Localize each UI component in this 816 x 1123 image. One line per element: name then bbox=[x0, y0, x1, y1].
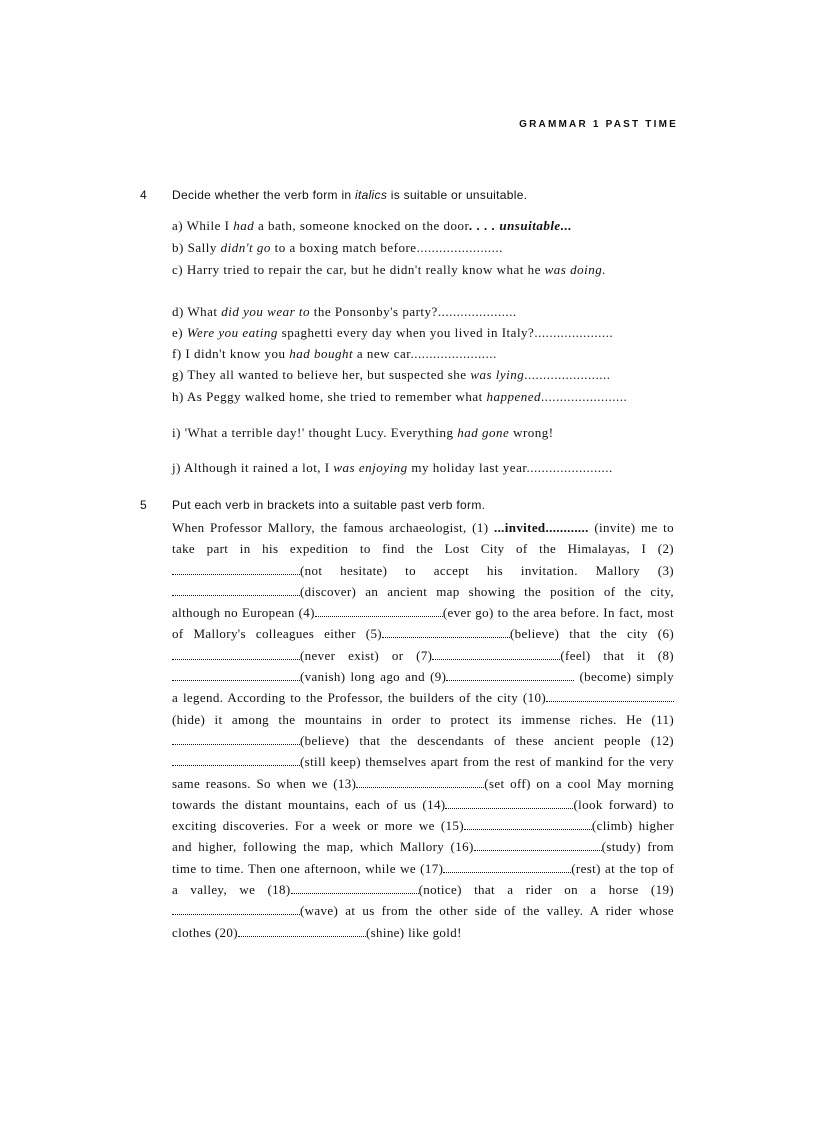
item-verb: had bbox=[233, 218, 255, 233]
item-text: While I bbox=[186, 218, 234, 233]
answer-gap[interactable] bbox=[172, 647, 300, 660]
item-text: I didn't know you bbox=[185, 346, 290, 361]
answer-gap[interactable] bbox=[172, 902, 300, 915]
exercise-item bbox=[172, 389, 692, 405]
passage-text: (notice) that a rider on a horse (19) bbox=[418, 882, 674, 898]
item-text: spaghetti every day when you lived in Italy? bbox=[277, 325, 535, 340]
item-text: They all wanted to believe her, but suspected she bbox=[187, 367, 471, 382]
example-answer: ...invited............ bbox=[493, 520, 589, 535]
page-header: GRAMMAR 1 PAST TIME bbox=[519, 119, 678, 130]
answer-blank[interactable]: ....................... bbox=[410, 346, 497, 361]
passage-text: (wave) at us from the other side of the valley. A rider whose clothes (20) bbox=[172, 903, 674, 940]
item-label: f) bbox=[172, 346, 182, 361]
answer-gap[interactable] bbox=[464, 817, 592, 830]
answer-blank[interactable]: . . . . unsuitable... bbox=[469, 218, 572, 233]
passage-text: (believe) that the city (6) bbox=[509, 626, 674, 642]
passage-text: (set off) on a cool May morning towards the distant mountains, each of us (14) bbox=[172, 775, 674, 812]
answer-gap[interactable] bbox=[443, 860, 571, 873]
exercise-5-number: 5 bbox=[140, 498, 147, 512]
passage-text: (climb) higher and higher, following the map, which Mallory (16) bbox=[172, 818, 674, 855]
item-label: b) bbox=[172, 240, 184, 255]
passage-text: (ever go) to the area before. In fact, most of Mallory's colleagues either (5) bbox=[172, 605, 674, 642]
answer-blank[interactable]: ....................... bbox=[526, 460, 613, 475]
item-text: a new car bbox=[353, 346, 411, 361]
item-text: As Peggy walked home, she tried to remember what bbox=[186, 389, 487, 404]
exercise-item bbox=[172, 346, 692, 362]
passage-text: (rest) at the top of a valley, we (18) bbox=[172, 860, 674, 898]
answer-gap[interactable] bbox=[315, 604, 443, 617]
exercise-5-passage bbox=[172, 517, 674, 943]
item-verb: didn't go bbox=[220, 240, 271, 255]
item-text: What bbox=[187, 304, 222, 319]
item-label: j) bbox=[172, 460, 181, 475]
exercise-item bbox=[172, 325, 692, 341]
exercise-item bbox=[172, 304, 692, 320]
instruction-text: is suitable or unsuitable. bbox=[387, 188, 528, 202]
exercise-item bbox=[172, 367, 692, 383]
exercise-item bbox=[172, 425, 692, 441]
answer-blank[interactable]: ..................... bbox=[437, 304, 517, 319]
item-label: a) bbox=[172, 218, 184, 233]
answer-blank[interactable]: ....................... bbox=[541, 389, 628, 404]
item-label: g) bbox=[172, 367, 184, 382]
item-text: wrong! bbox=[509, 425, 554, 440]
item-text: the Ponsonby's party? bbox=[310, 304, 438, 319]
item-verb: happened bbox=[486, 389, 542, 404]
passage-text: (discover) an ancient map showing the position of the city, although no European (4) bbox=[172, 583, 674, 621]
passage-text: (feel) that it (8) bbox=[560, 647, 674, 663]
exercise-item bbox=[172, 218, 692, 234]
item-verb: had gone bbox=[457, 425, 510, 440]
answer-blank[interactable]: ..................... bbox=[534, 325, 614, 340]
item-text: a bath, someone knocked on the door bbox=[254, 218, 470, 233]
item-label: i) bbox=[172, 425, 181, 440]
passage-text: (believe) that the descendants of these ancient people (12) bbox=[300, 732, 674, 748]
answer-gap[interactable] bbox=[432, 647, 560, 660]
passage-text: (not hesitate) to accept his invitation. Mallory (3) bbox=[300, 562, 674, 578]
item-verb: did you wear to bbox=[221, 304, 311, 319]
item-verb: was enjoying bbox=[333, 460, 408, 475]
answer-gap[interactable] bbox=[474, 838, 602, 851]
passage-text: (still keep) themselves apart from the rest of mankind for the very same reasons. So when we (13) bbox=[172, 754, 674, 791]
answer-gap[interactable] bbox=[356, 775, 484, 788]
passage-text: (never exist) or (7) bbox=[300, 647, 433, 663]
passage-text: (invite) me to take part in his expedition to find the Lost City of the Himalayas, I (2) bbox=[172, 520, 674, 557]
answer-gap[interactable] bbox=[172, 562, 300, 575]
answer-gap[interactable] bbox=[172, 753, 300, 766]
item-text: Sally bbox=[187, 240, 221, 255]
exercise-item bbox=[172, 240, 692, 256]
item-verb: was doing. bbox=[544, 262, 606, 277]
answer-gap[interactable] bbox=[238, 924, 366, 937]
item-text: my holiday last year bbox=[407, 460, 527, 475]
item-text: to a boxing match before bbox=[270, 240, 417, 255]
answer-gap[interactable] bbox=[172, 732, 300, 745]
item-verb: had bought bbox=[289, 346, 354, 361]
passage-text: When Professor Mallory, the famous archaeologist, (1) bbox=[172, 520, 494, 535]
passage-text: (vanish) long ago and (9) bbox=[300, 669, 447, 685]
answer-gap[interactable] bbox=[446, 668, 574, 681]
item-text: Harry tried to repair the car, but he didn't really know what he bbox=[186, 262, 545, 277]
passage-text: (hide) it among the mountains in order to protect its immense riches. He (11) bbox=[172, 711, 674, 727]
item-label: h) bbox=[172, 389, 184, 404]
answer-blank[interactable]: ....................... bbox=[416, 240, 503, 255]
exercise-item bbox=[172, 460, 692, 476]
item-label: e) bbox=[172, 325, 184, 340]
exercise-4-instruction bbox=[172, 188, 527, 202]
item-label: d) bbox=[172, 304, 184, 319]
exercise-4-number: 4 bbox=[140, 188, 147, 202]
item-verb: Were you eating bbox=[186, 325, 278, 340]
passage-text: (become) simply a legend. According to the Professor, the builders of the city (10) bbox=[172, 669, 674, 706]
answer-gap[interactable] bbox=[172, 583, 300, 596]
instruction-text: Decide whether the verb form in bbox=[172, 188, 356, 202]
answer-gap[interactable] bbox=[291, 881, 419, 894]
exercise-item bbox=[172, 262, 692, 278]
instruction-italic: italics bbox=[355, 188, 388, 202]
passage-text: (study) from time to time. Then one afternoon, while we (17) bbox=[172, 839, 674, 876]
answer-gap[interactable] bbox=[445, 796, 573, 809]
passage-text: (look forward) to exciting discoveries. For a week or more we (15) bbox=[172, 796, 675, 834]
answer-gap[interactable] bbox=[172, 668, 300, 681]
answer-blank[interactable]: ....................... bbox=[524, 367, 611, 382]
answer-gap[interactable] bbox=[382, 625, 510, 638]
item-text: Although it rained a lot, I bbox=[184, 460, 334, 475]
exercise-5-instruction: Put each verb in brackets into a suitable past verb form. bbox=[172, 498, 486, 512]
item-label: c) bbox=[172, 262, 184, 277]
item-verb: was lying bbox=[470, 367, 525, 382]
item-text: 'What a terrible day!' thought Lucy. Everything bbox=[184, 425, 458, 440]
passage-text: (shine) like gold! bbox=[365, 924, 462, 940]
answer-gap[interactable] bbox=[546, 689, 674, 702]
